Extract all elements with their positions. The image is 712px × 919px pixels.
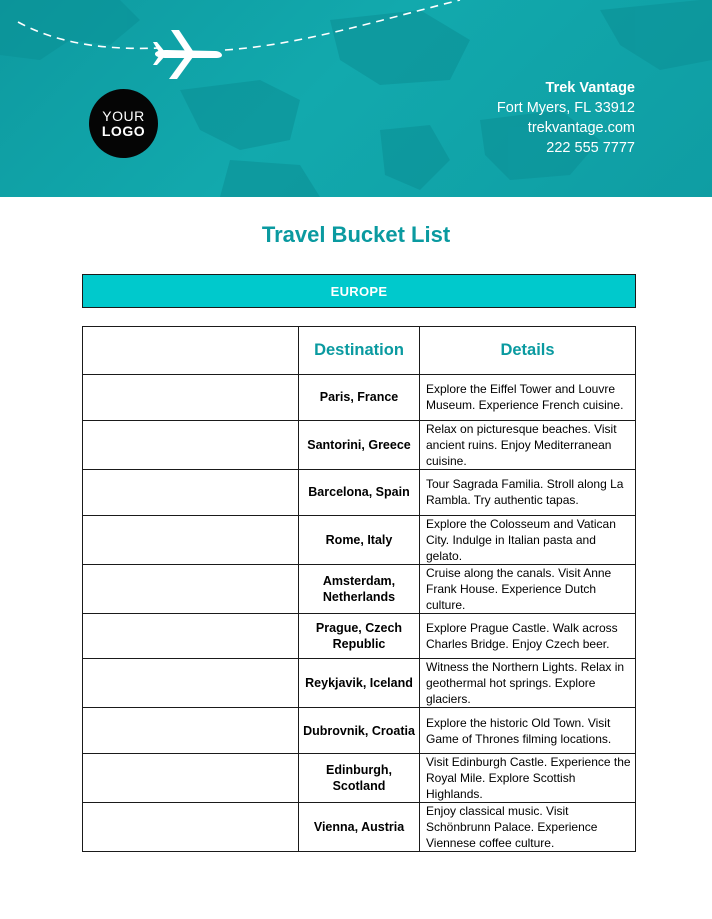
table-row [83, 803, 636, 852]
details-cell: Explore the Eiffel Tower and Louvre Museum. Experience French cuisine. [420, 375, 636, 421]
details-cell: Explore Prague Castle. Walk across Charles Bridge. Enjoy Czech beer. [420, 613, 636, 659]
details-cell: Cruise along the canals. Visit Anne Frank House. Experience Dutch culture. [420, 564, 636, 613]
details-cell: Explore the Colosseum and Vatican City. Indulge in Italian pasta and gelato. [420, 515, 636, 564]
table-row [83, 708, 636, 754]
check-cell[interactable] [83, 659, 299, 708]
details-cell: Witness the Northern Lights. Relax in geothermal hot springs. Explore glaciers. [420, 659, 636, 708]
table-row [83, 613, 636, 659]
details-column-header: Details [420, 327, 636, 375]
check-cell[interactable] [83, 375, 299, 421]
table-row [83, 420, 636, 469]
company-contact-block [497, 78, 635, 158]
destination-cell: Vienna, Austria [299, 803, 420, 852]
details-cell: Tour Sagrada Familia. Stroll along La Rambla. Try authentic tapas. [420, 469, 636, 515]
checkbox-column-header [83, 327, 299, 375]
destination-cell: Amsterdam, Netherlands [299, 564, 420, 613]
check-cell[interactable] [83, 708, 299, 754]
table-row [83, 515, 636, 564]
destination-cell: Santorini, Greece [299, 420, 420, 469]
destination-cell: Paris, France [299, 375, 420, 421]
table-row [83, 375, 636, 421]
destination-cell: Reykjavik, Iceland [299, 659, 420, 708]
company-website[interactable]: trekvantage.com [527, 120, 635, 136]
destination-cell: Edinburgh, Scotland [299, 754, 420, 803]
check-cell[interactable] [83, 469, 299, 515]
airplane-icon [153, 30, 222, 79]
header-banner [0, 0, 712, 197]
destination-cell: Dubrovnik, Croatia [299, 708, 420, 754]
company-name: Trek Vantage [545, 80, 635, 96]
company-logo [89, 89, 158, 158]
destination-cell: Rome, Italy [299, 515, 420, 564]
details-cell: Relax on picturesque beaches. Visit ancient ruins. Enjoy Mediterranean cuisine. [420, 420, 636, 469]
region-banner: EUROPE [82, 274, 636, 308]
check-cell[interactable] [83, 564, 299, 613]
details-cell: Visit Edinburgh Castle. Experience the Royal Mile. Explore Scottish Highlands. [420, 754, 636, 803]
destination-cell: Prague, Czech Republic [299, 613, 420, 659]
check-cell[interactable] [83, 420, 299, 469]
bucket-list-table [82, 326, 636, 852]
company-address: Fort Myers, FL 33912 [496, 100, 635, 116]
destination-column-header: Destination [299, 327, 420, 375]
table-row [83, 469, 636, 515]
table-row [83, 564, 636, 613]
check-cell[interactable] [83, 613, 299, 659]
page-title: Travel Bucket List [261, 222, 451, 247]
destination-cell: Barcelona, Spain [299, 469, 420, 515]
table-row [83, 754, 636, 803]
table-header-row [83, 327, 636, 375]
table-row [83, 659, 636, 708]
details-cell: Enjoy classical music. Visit Schönbrunn Palace. Experience Viennese coffee culture. [420, 803, 636, 852]
details-cell: Explore the historic Old Town. Visit Game of Thrones filming locations. [420, 708, 636, 754]
logo-line-1: YOUR [102, 107, 145, 124]
logo-line-2: LOGO [101, 122, 146, 139]
check-cell[interactable] [83, 515, 299, 564]
check-cell[interactable] [83, 754, 299, 803]
check-cell[interactable] [83, 803, 299, 852]
company-phone: 222 555 7777 [546, 140, 635, 156]
